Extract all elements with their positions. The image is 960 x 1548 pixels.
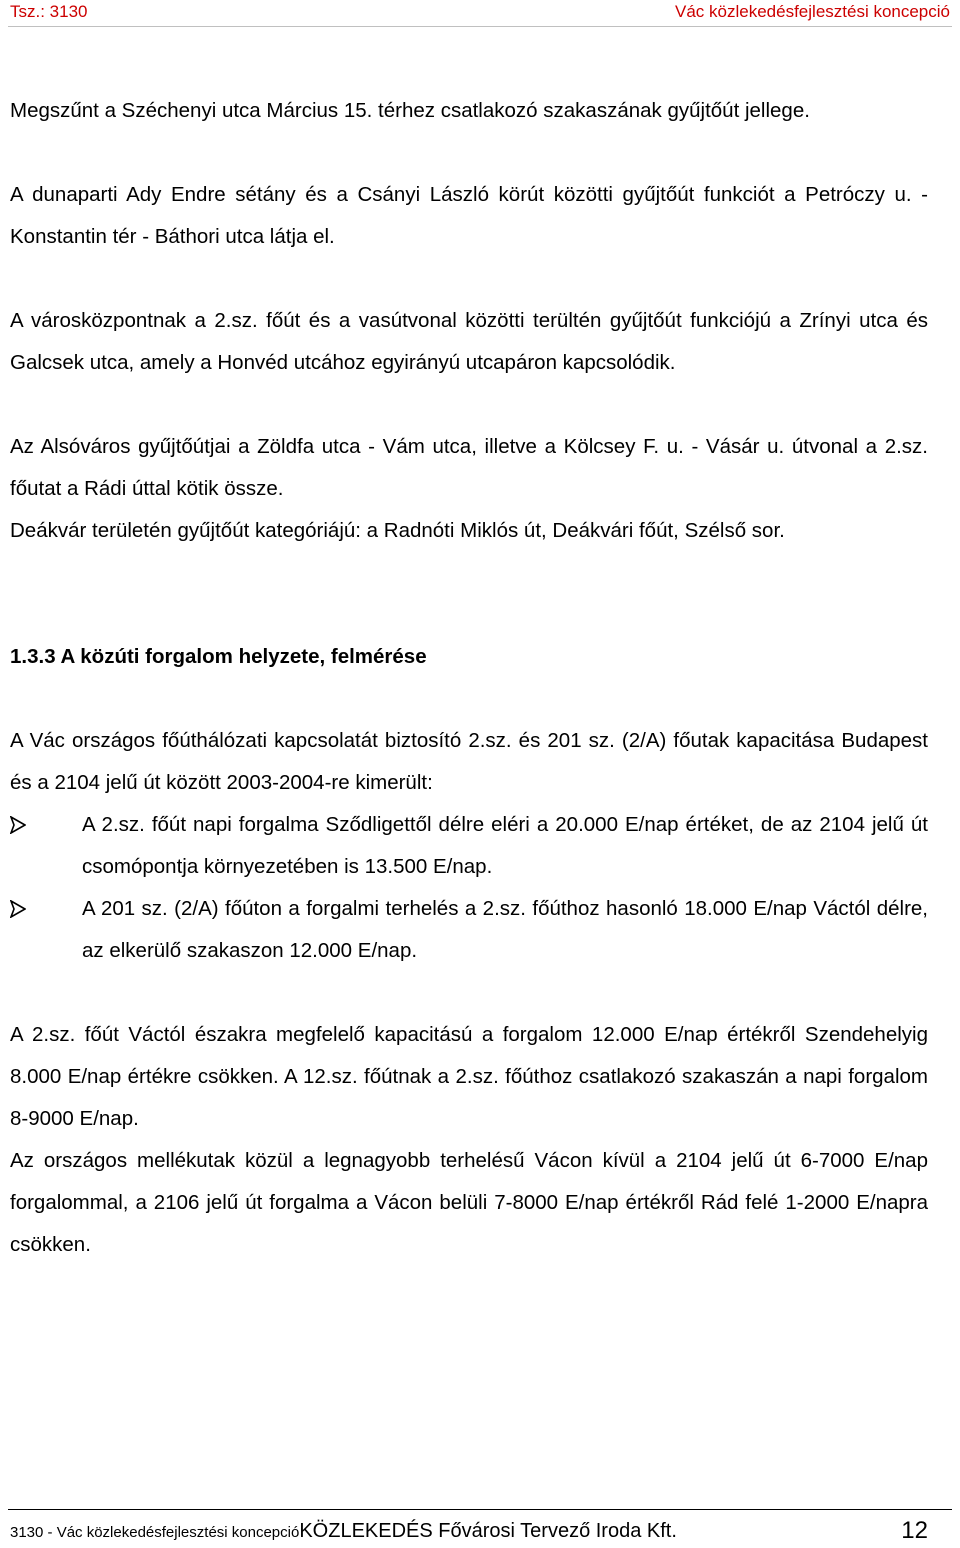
page-footer	[10, 1516, 928, 1546]
bullet-text: A 201 sz. (2/A) főúton a forgalmi terhelés a 2.sz. főúthoz hasonló 18.000 E/nap Váctól délre, az elkerülő szakaszon 12.000 E/nap.	[82, 897, 928, 962]
paragraph-varoskozpont: A városközpontnak a 2.sz. főút és a vasútvonal közötti terültén gyűjtőút funkciójú a Zrínyi utca és Galcsek utca, amely a Honvéd utcához egyirányú utcapáron kapcsolódik.	[10, 309, 928, 374]
page-content	[10, 90, 928, 1266]
paragraph-eszakra: A 2.sz. főút Váctól északra megfelelő kapacitású a forgalom 12.000 E/nap értékről Szendehelyig 8.000 E/nap értékre csökken. A 12.sz. főútnak a 2.sz. főúthoz csatlakozó szakaszán a napi forgalom 8-9000 E/nap.	[10, 1023, 928, 1130]
traffic-bullet-list	[10, 804, 928, 972]
paragraph-mellekutak: Az országos mellékutak közül a legnagyobb terhelésű Vácon kívül a 2104 jelű út 6-7000 E/nap forgalommal, a 2106 jelű út forgalma a Vácon belüli 7-8000 E/nap értékről Rád felé 1-2000 E/napra csökken.	[10, 1149, 928, 1256]
list-item	[10, 888, 928, 972]
bullet-text: A 2.sz. főút napi forgalma Sződligettől délre eléri a 20.000 E/nap értéket, de az 2104 jelű út csomópontja környezetében is 13.500 E/nap.	[82, 813, 928, 878]
document-number: Tsz.: 3130	[10, 2, 88, 21]
footer-document-title: 3130 - Vác közlekedésfejlesztési koncepció	[10, 1524, 300, 1541]
paragraph-dunaparti: A dunaparti Ady Endre sétány és a Csányi László körút közötti gyűjtőút funkciót a Petróczy u. - Konstantin tér - Báthori utca látja el.	[10, 183, 928, 248]
arrowhead-bullet-icon	[10, 900, 26, 918]
paragraph-deakvar: Deákvár területén gyűjtőút kategóriájú: a Radnóti Miklós út, Deákvári főút, Szélső sor.	[10, 519, 785, 542]
list-item	[10, 804, 928, 888]
footer-company: KÖZLEKEDÉS Fővárosi Tervező Iroda Kft.	[299, 1520, 677, 1542]
paragraph-orszagos-fouthalozat: A Vác országos főúthálózati kapcsolatát biztosító 2.sz. és 201 sz. (2/A) főutak kapacitása Budapest és a 2104 jelű út között 2003-2004-re kimerült:	[10, 729, 928, 794]
page-number: 12	[901, 1517, 928, 1544]
section-heading: 1.3.3 A közúti forgalom helyzete, felmérése	[10, 645, 427, 668]
arrowhead-bullet-icon	[10, 816, 26, 834]
paragraph-szechenyi: Megszűnt a Széchenyi utca Március 15. térhez csatlakozó szakaszának gyűjtőút jellege.	[10, 99, 810, 122]
page-header	[10, 0, 950, 24]
footer-divider	[8, 1509, 952, 1510]
paragraph-alsovaros: Az Alsóváros gyűjtőútjai a Zöldfa utca - Vám utca, illetve a Kölcsey F. u. - Vásár u. útvonal a 2.sz. főutat a Rádi úttal kötik össze.	[10, 435, 928, 500]
header-divider	[8, 26, 952, 27]
document-title: Vác közlekedésfejlesztési koncepció	[675, 2, 950, 21]
